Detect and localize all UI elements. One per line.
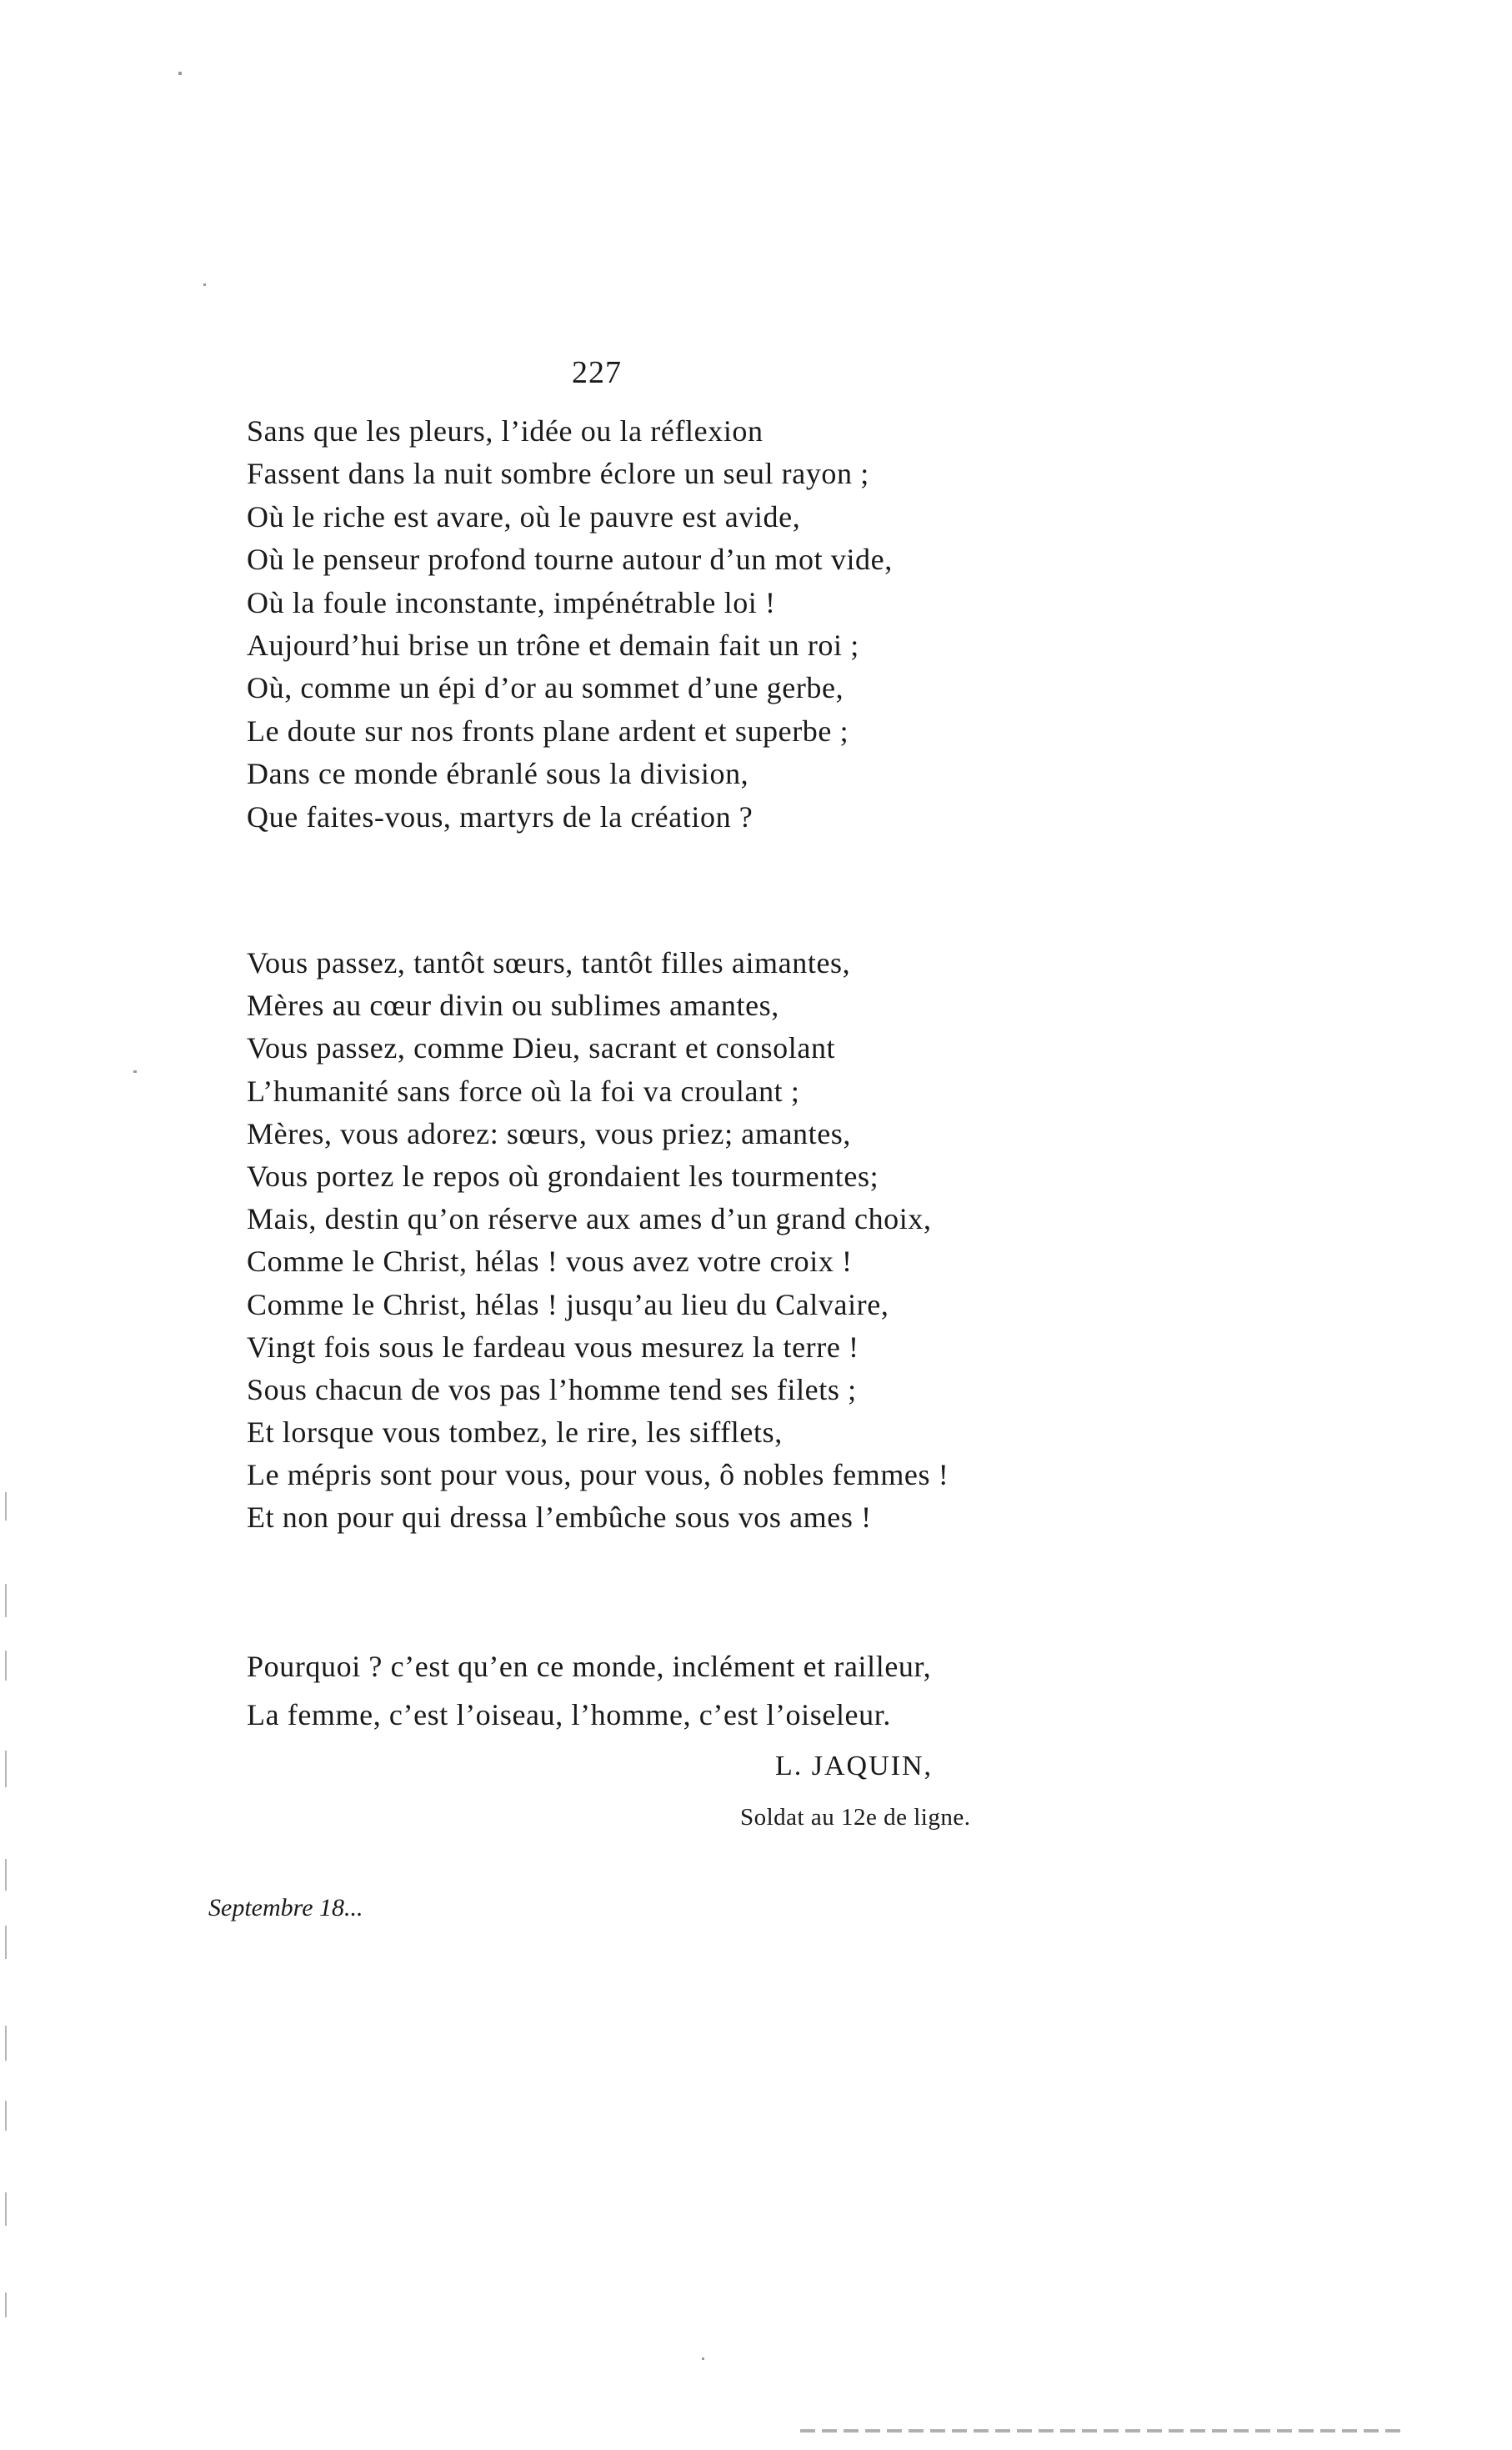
- verse-line: Vous passez, comme Dieu, sacrant et consolant: [247, 1031, 836, 1065]
- verse-line: Où la foule inconstante, impénétrable loi !: [247, 585, 776, 619]
- verse-line: Où, comme un épi d’or au sommet d’une gerbe,: [247, 671, 844, 705]
- date-line: Septembre 18...: [208, 1894, 363, 1921]
- stanza-2: [247, 942, 949, 1540]
- verse-line: Fassent dans la nuit sombre éclore un seul rayon ;: [247, 457, 869, 491]
- page-number: 227: [572, 355, 622, 390]
- verse-line: Le mépris sont pour vous, pour vous, ô nobles femmes !: [247, 1458, 949, 1492]
- scan-speck: [178, 72, 182, 75]
- verse-line: L’humanité sans force où la foi va croulant ;: [247, 1074, 800, 1108]
- signature-author: L. JAQUIN,: [775, 1751, 934, 1781]
- verse-line: Le doute sur nos fronts plane ardent et superbe ;: [247, 714, 849, 748]
- scan-speck: [702, 2357, 704, 2360]
- verse-line: Mais, destin qu’on réserve aux ames d’un grand choix,: [247, 1202, 932, 1236]
- signature-title: Soldat au 12e de ligne.: [740, 1804, 971, 1831]
- verse-line: Vous passez, tantôt sœurs, tantôt filles aimantes,: [247, 946, 851, 979]
- verse-line: La femme, c’est l’oiseau, l’homme, c’est l’oiseleur.: [247, 1698, 891, 1731]
- verse-line: Pourquoi ? c’est qu’en ce monde, inclément et railleur,: [247, 1650, 932, 1683]
- verse-line: Vous portez le repos où grondaient les tourmentes;: [247, 1159, 879, 1193]
- bottom-scan-strip: [800, 2429, 1400, 2432]
- verse-line: Que faites-vous, martyrs de la création ?: [247, 799, 753, 834]
- verse-line: Comme le Christ, hélas ! jusqu’au lieu du Calvaire,: [247, 1287, 889, 1321]
- verse-line: Comme le Christ, hélas ! vous avez votre croix !: [247, 1245, 853, 1279]
- verse-line: Mères, vous adorez: sœurs, vous priez; amantes,: [247, 1116, 852, 1150]
- margin-scan-marks: [5, 1492, 8, 2392]
- stanza-1: [247, 410, 893, 839]
- verse-line: Et lorsque vous tombez, le rire, les sifflets,: [247, 1415, 783, 1450]
- verse-line: Vingt fois sous le fardeau vous mesurez la terre !: [247, 1330, 859, 1364]
- scan-speck: [203, 283, 206, 286]
- verse-line: Où le riche est avare, où le pauvre est avide,: [247, 499, 801, 534]
- verse-line: Aujourd’hui brise un trône et demain fait un roi ;: [247, 628, 859, 662]
- verse-line: Et non pour qui dressa l’embûche sous vos ames !: [247, 1501, 872, 1535]
- verse-line: Mères au cœur divin ou sublimes amantes,: [247, 989, 779, 1023]
- verse-line: Sans que les pleurs, l’idée ou la réflexion: [247, 414, 764, 448]
- verse-line: Dans ce monde ébranlé sous la division,: [247, 757, 749, 791]
- scan-speck: [133, 1070, 137, 1073]
- stanza-3: [247, 1642, 931, 1739]
- verse-line: Sous chacun de vos pas l’homme tend ses filets ;: [247, 1372, 857, 1406]
- verse-line: Où le penseur profond tourne autour d’un mot vide,: [247, 543, 893, 577]
